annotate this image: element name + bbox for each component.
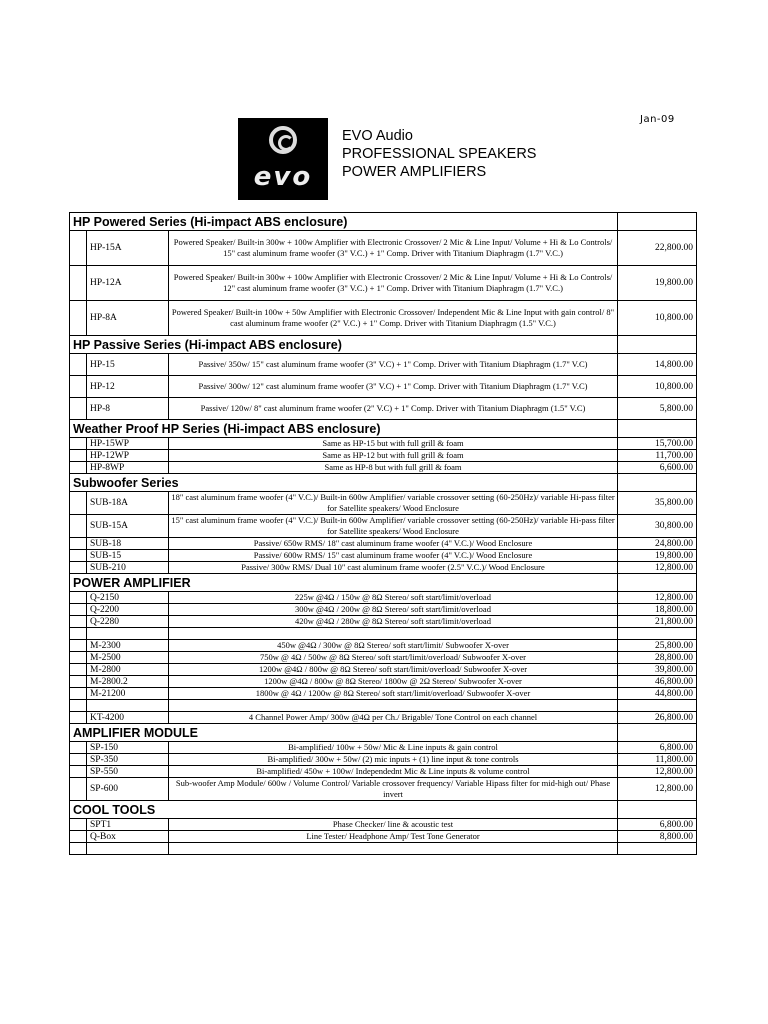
price-cell: 21,800.00 (618, 616, 697, 628)
model-cell: Q-Box (87, 831, 169, 843)
section-title (70, 213, 618, 231)
row-index-cell (70, 515, 87, 538)
table-row (70, 712, 697, 724)
price-cell: 14,800.00 (618, 354, 697, 376)
row-index-cell (70, 843, 87, 855)
model-cell: SUB-15A (87, 515, 169, 538)
model-cell: SPT1 (87, 819, 169, 831)
model-cell: SUB-18A (87, 492, 169, 515)
description-cell: Passive/ 650w RMS/ 18" cast aluminum frame woofer (4" V.C.)/ Wood Enclosure (169, 538, 618, 550)
price-cell: 10,800.00 (618, 301, 697, 336)
description-cell: Passive/ 300w/ 12" cast aluminum frame woofer (3" V.C) + 1" Comp. Driver with Titanium Diaphragm (1.7" V.C) (169, 376, 618, 398)
price-cell: 10,800.00 (618, 376, 697, 398)
price-cell: 19,800.00 (618, 550, 697, 562)
section-price-cell (618, 474, 697, 492)
section-title-text: POWER AMPLIFIER (73, 575, 191, 590)
row-index-cell (70, 616, 87, 628)
price-cell: 6,800.00 (618, 819, 697, 831)
section-price-cell (618, 574, 697, 592)
description-cell: Powered Speaker/ Built-in 300w + 100w Amplifier with Electronic Crossover/ 2 Mic & Line Input/ Volume + Hi & Lo Controls/ 15" cast aluminum frame woofer (3" V.C.) + 1" Comp. Driver with Titanium Diaphragm (1.7" V.C.) (169, 231, 618, 266)
description-cell: Same as HP-15 but with full grill & foam (169, 438, 618, 450)
price-cell: 6,800.00 (618, 742, 697, 754)
table-row (70, 266, 697, 301)
section-title (70, 801, 618, 819)
row-index-cell (70, 754, 87, 766)
description-cell: 225w @4Ω / 150w @ 8Ω Stereo/ soft start/limit/overload (169, 592, 618, 604)
model-cell: Q-2150 (87, 592, 169, 604)
price-cell: 15,700.00 (618, 438, 697, 450)
price-cell: 12,800.00 (618, 766, 697, 778)
table-row (70, 628, 697, 640)
model-cell: M-2500 (87, 652, 169, 664)
table-row (70, 592, 697, 604)
row-index-cell (70, 766, 87, 778)
description-cell: 1800w @ 4Ω / 1200w @ 8Ω Stereo/ soft start/limit/overload/ Subwoofer X-over (169, 688, 618, 700)
table-row (70, 231, 697, 266)
price-cell (618, 843, 697, 855)
price-cell: 44,800.00 (618, 688, 697, 700)
table-row (70, 550, 697, 562)
description-cell: Bi-amplified/ 300w + 50w/ (2) mic inputs + (1) line input & tone controls (169, 754, 618, 766)
price-cell (618, 628, 697, 640)
price-cell: 18,800.00 (618, 604, 697, 616)
model-cell: HP-15 (87, 354, 169, 376)
price-cell: 12,800.00 (618, 778, 697, 801)
row-index-cell (70, 301, 87, 336)
section-title (70, 574, 618, 592)
row-index-cell (70, 778, 87, 801)
table-row (70, 301, 697, 336)
row-index-cell (70, 462, 87, 474)
row-index-cell (70, 376, 87, 398)
section-title (70, 724, 618, 742)
model-cell: M-2800 (87, 664, 169, 676)
description-cell: 450w @4Ω / 300w @ 8Ω Stereo/ soft start/limit/ Subwoofer X-over (169, 640, 618, 652)
table-row (70, 492, 697, 515)
table-row (70, 604, 697, 616)
description-cell: 1200w @4Ω / 800w @ 8Ω Stereo/ soft start/limit/overload/ Subwoofer X-over (169, 664, 618, 676)
brand-heading (342, 127, 536, 181)
document-date: Jan-09 (640, 114, 675, 125)
model-cell: M-21200 (87, 688, 169, 700)
table-row (70, 462, 697, 474)
table-row (70, 538, 697, 550)
price-cell: 8,800.00 (618, 831, 697, 843)
model-cell: SUB-18 (87, 538, 169, 550)
section-header-row (70, 420, 697, 438)
section-header-row (70, 574, 697, 592)
section-header-row (70, 724, 697, 742)
row-index-cell (70, 562, 87, 574)
logo-wordmark: evo (253, 162, 313, 192)
price-cell: 5,800.00 (618, 398, 697, 420)
price-cell: 46,800.00 (618, 676, 697, 688)
table-row (70, 562, 697, 574)
description-cell: 15" cast aluminum frame woofer (4" V.C.)/ Built-in 600w Amplifier/ variable crossover setting (60-250Hz)/ variable Hi-pass filter for Satellite speakers/ Wood Enclosure (169, 515, 618, 538)
description-cell: Powered Speaker/ Built-in 100w + 50w Amplifier with Electronic Crossover/ Independent Mic & Line Input with gain control/ 8" cast aluminum frame woofer (2" V.C.) + 1" Comp. Driver with Titanium Diaphragm (1.5" V.C.) (169, 301, 618, 336)
description-cell: 4 Channel Power Amp/ 300w @4Ω per Ch./ Brigable/ Tone Control on each channel (169, 712, 618, 724)
row-index-cell (70, 640, 87, 652)
row-index-cell (70, 450, 87, 462)
row-index-cell (70, 538, 87, 550)
table-row (70, 831, 697, 843)
section-subtitle: Hi-impact ABS enclosure (188, 337, 338, 352)
section-title-text: COOL TOOLS (73, 802, 156, 817)
row-index-cell (70, 628, 87, 640)
model-cell: HP-8WP (87, 462, 169, 474)
section-subtitle: Hi-impact ABS enclosure (227, 421, 377, 436)
table-row (70, 700, 697, 712)
section-title-text: HP Passive Series ( (73, 337, 189, 352)
price-cell: 12,800.00 (618, 592, 697, 604)
row-index-cell (70, 354, 87, 376)
description-cell: 750w @ 4Ω / 500w @ 8Ω Stereo/ soft start/limit/overload/ Subwoofer X-over (169, 652, 618, 664)
row-index-cell (70, 664, 87, 676)
price-cell: 35,800.00 (618, 492, 697, 515)
price-cell: 22,800.00 (618, 231, 697, 266)
row-index-cell (70, 592, 87, 604)
model-cell: SP-600 (87, 778, 169, 801)
model-cell: SP-150 (87, 742, 169, 754)
table-row (70, 438, 697, 450)
price-cell: 39,800.00 (618, 664, 697, 676)
price-cell: 24,800.00 (618, 538, 697, 550)
section-price-cell (618, 801, 697, 819)
price-cell: 25,800.00 (618, 640, 697, 652)
model-cell: HP-8A (87, 301, 169, 336)
row-index-cell (70, 652, 87, 664)
section-price-cell (618, 336, 697, 354)
section-title (70, 336, 618, 354)
model-cell: HP-15A (87, 231, 169, 266)
row-index-cell (70, 676, 87, 688)
table-row (70, 398, 697, 420)
model-cell (87, 700, 169, 712)
table-row (70, 742, 697, 754)
row-index-cell (70, 266, 87, 301)
brand-line: PROFESSIONAL SPEAKERS (342, 146, 537, 162)
table-row (70, 778, 697, 801)
section-title (70, 420, 618, 438)
table-row (70, 766, 697, 778)
section-title-close: ) (337, 337, 342, 352)
price-cell: 6,600.00 (618, 462, 697, 474)
price-cell: 28,800.00 (618, 652, 697, 664)
table-row (70, 688, 697, 700)
table-row (70, 652, 697, 664)
description-cell: Same as HP-8 but with full grill & foam (169, 462, 618, 474)
description-cell: 18" cast aluminum frame woofer (4" V.C.)/ Built-in 600w Amplifier/ variable crossover setting (60-250Hz)/ variable Hi-pass filter for Satellite speakers/ Wood Enclosure (169, 492, 618, 515)
section-price-cell (618, 213, 697, 231)
table-row (70, 640, 697, 652)
section-title-text: AMPLIFIER MODULE (73, 725, 198, 740)
table-row (70, 676, 697, 688)
price-cell: 11,800.00 (618, 754, 697, 766)
description-cell: Phase Checker/ line & acoustic test (169, 819, 618, 831)
description-cell: Bi-amplified/ 450w + 100w/ Independednt Mic & Line inputs & volume control (169, 766, 618, 778)
row-index-cell (70, 688, 87, 700)
table-row (70, 450, 697, 462)
model-cell: HP-15WP (87, 438, 169, 450)
section-price-cell (618, 724, 697, 742)
price-cell (618, 700, 697, 712)
description-cell (169, 628, 618, 640)
table-row (70, 354, 697, 376)
section-header-row (70, 213, 697, 231)
row-index-cell (70, 831, 87, 843)
price-cell: 19,800.00 (618, 266, 697, 301)
row-index-cell (70, 819, 87, 831)
model-cell: M-2800.2 (87, 676, 169, 688)
description-cell (169, 843, 618, 855)
description-cell: Powered Speaker/ Built-in 300w + 100w Amplifier with Electronic Crossover/ 2 Mic & Line Input/ Volume + Hi & Lo Controls/ 12" cast aluminum frame woofer (3" V.C.) + 1" Comp. Driver with Titanium Diaphragm (1.7" V.C.) (169, 266, 618, 301)
description-cell: Passive/ 300w RMS/ Dual 10" cast aluminum frame woofer (2.5" V.C.)/ Wood Enclosure (169, 562, 618, 574)
model-cell: HP-8 (87, 398, 169, 420)
model-cell: SUB-210 (87, 562, 169, 574)
table-row (70, 843, 697, 855)
model-cell: SP-350 (87, 754, 169, 766)
row-index-cell (70, 742, 87, 754)
section-subtitle: Hi-impact ABS enclosure (194, 214, 344, 229)
section-title-text: HP Powered Series ( (73, 214, 195, 229)
section-title-text: Weather Proof HP Series ( (73, 421, 228, 436)
model-cell: Q-2200 (87, 604, 169, 616)
row-index-cell (70, 398, 87, 420)
section-header-row (70, 474, 697, 492)
model-cell: HP-12 (87, 376, 169, 398)
table-row (70, 515, 697, 538)
brand-line: EVO Audio (342, 128, 413, 144)
row-index-cell (70, 700, 87, 712)
table-row (70, 754, 697, 766)
row-index-cell (70, 438, 87, 450)
section-title (70, 474, 618, 492)
section-title-close: ) (343, 214, 348, 229)
model-cell (87, 843, 169, 855)
description-cell: Line Tester/ Headphone Amp/ Test Tone Generator (169, 831, 618, 843)
model-cell: M-2300 (87, 640, 169, 652)
section-header-row (70, 801, 697, 819)
description-cell: 420w @4Ω / 280w @ 8Ω Stereo/ soft start/limit/overload (169, 616, 618, 628)
model-cell: KT-4200 (87, 712, 169, 724)
row-index-cell (70, 604, 87, 616)
description-cell: Bi-amplified/ 100w + 50w/ Mic & Line inputs & gain control (169, 742, 618, 754)
table-row (70, 616, 697, 628)
model-cell: SP-550 (87, 766, 169, 778)
table-row (70, 819, 697, 831)
price-cell: 12,800.00 (618, 562, 697, 574)
price-cell: 26,800.00 (618, 712, 697, 724)
description-cell: Passive/ 350w/ 15" cast aluminum frame woofer (3" V.C) + 1" Comp. Driver with Titanium Diaphragm (1.7" V.C) (169, 354, 618, 376)
model-cell: SUB-15 (87, 550, 169, 562)
table-row (70, 376, 697, 398)
description-cell: 1200w @4Ω / 800w @ 8Ω Stereo/ 1800w @ 2Ω Stereo/ Subwoofer X-over (169, 676, 618, 688)
brand-line: POWER AMPLIFIERS (342, 164, 487, 180)
description-cell: Passive/ 600w RMS/ 15" cast aluminum frame woofer (4" V.C.)/ Wood Enclosure (169, 550, 618, 562)
description-cell: Same as HP-12 but with full grill & foam (169, 450, 618, 462)
row-index-cell (70, 550, 87, 562)
description-cell: Sub-woofer Amp Module/ 600w / Volume Control/ Variable crossover frequency/ Variable Hipass filter for mid-high out/ Phase invert (169, 778, 618, 801)
evo-swirl-icon (269, 126, 297, 154)
row-index-cell (70, 492, 87, 515)
row-index-cell (70, 712, 87, 724)
section-title-close: ) (376, 421, 381, 436)
evo-logo (238, 118, 328, 200)
section-title-text: Subwoofer Series (73, 475, 179, 490)
row-index-cell (70, 231, 87, 266)
price-list-table (69, 212, 697, 855)
model-cell: HP-12WP (87, 450, 169, 462)
section-price-cell (618, 420, 697, 438)
description-cell (169, 700, 618, 712)
price-cell: 30,800.00 (618, 515, 697, 538)
description-cell: Passive/ 120w/ 8" cast aluminum frame woofer (2" V.C) + 1" Comp. Driver with Titanium Diaphragm (1.5" V.C) (169, 398, 618, 420)
price-cell: 11,700.00 (618, 450, 697, 462)
description-cell: 300w @4Ω / 200w @ 8Ω Stereo/ soft start/limit/overload (169, 604, 618, 616)
model-cell: HP-12A (87, 266, 169, 301)
model-cell: Q-2280 (87, 616, 169, 628)
model-cell (87, 628, 169, 640)
section-header-row (70, 336, 697, 354)
table-row (70, 664, 697, 676)
